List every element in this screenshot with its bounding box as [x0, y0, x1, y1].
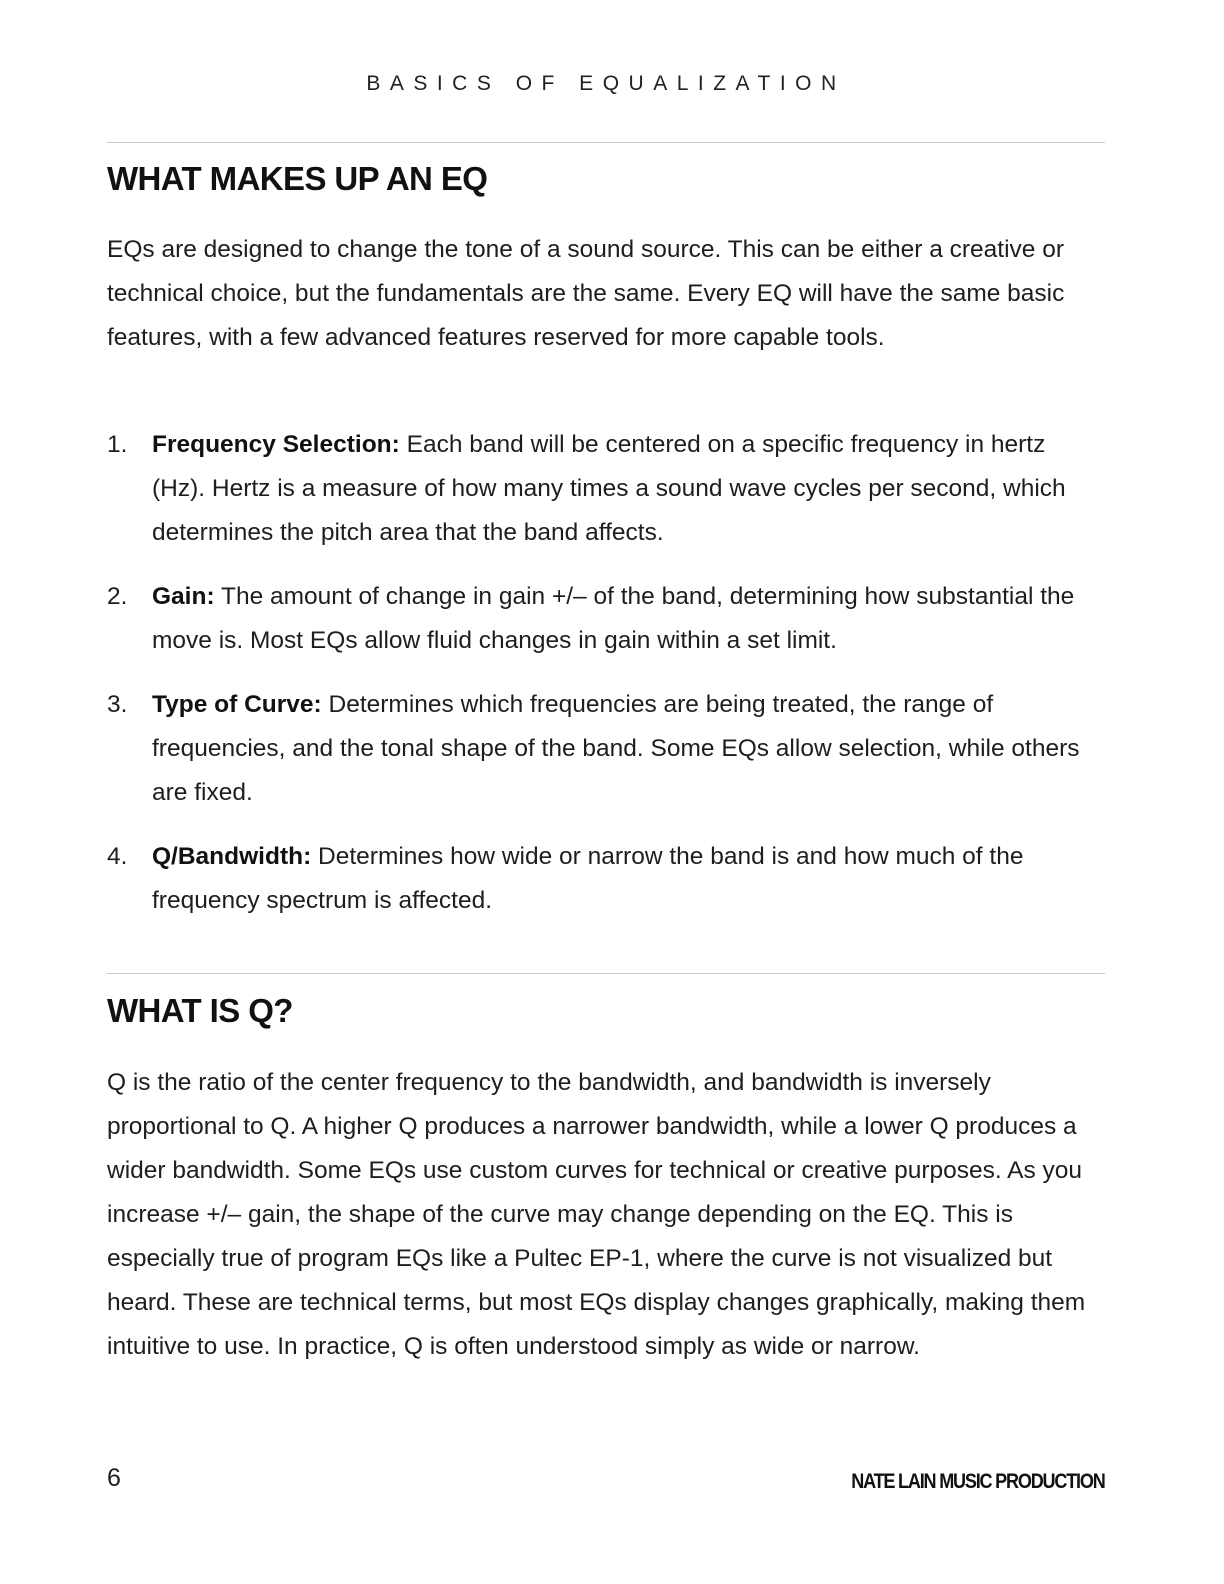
eq-features-list: [107, 423, 1105, 943]
list-item-number: 4.: [107, 843, 128, 870]
section-title-what-is-q: WHAT IS Q?: [107, 992, 293, 1029]
list-item-number: 3.: [107, 691, 128, 718]
section-divider: [107, 142, 1105, 143]
list-item: [107, 575, 1105, 663]
section-title-what-makes-up-an-eq: WHAT MAKES UP AN EQ: [107, 160, 488, 197]
list-item-text: The amount of change in gain +/– of the band, determining how substantial the move is. Most EQs allow fluid changes in gain within a set limit.: [152, 583, 1075, 654]
list-item: [107, 835, 1105, 923]
list-item-term: Q/Bandwidth:: [152, 843, 312, 870]
running-header: BASICS OF EQUALIZATION: [366, 72, 846, 95]
document-page: [107, 0, 1105, 1584]
list-item-number: 2.: [107, 583, 128, 610]
list-item: [107, 683, 1105, 815]
list-item-number: 1.: [107, 431, 128, 458]
list-item-text: Determines how wide or narrow the band is and how much of the frequency spectrum is affected.: [152, 843, 1024, 914]
list-item: [107, 423, 1105, 555]
intro-paragraph: EQs are designed to change the tone of a sound source. This can be either a creative or technical choice, but the fundamentals are the same. Every EQ will have the same basic features, with a few advanced features reserved for more capable tools.: [107, 236, 1065, 351]
list-item-text: Each band will be centered on a specific frequency in hertz (Hz). Hertz is a measure of how many times a sound wave cycles per second, which determines the pitch area that the band affects.: [152, 431, 1066, 546]
brand-footer: NATE LAIN MUSIC PRODUCTION: [851, 1470, 1105, 1493]
section-divider: [107, 973, 1105, 974]
page-number: 6: [107, 1464, 121, 1492]
list-item-term: Gain:: [152, 583, 215, 610]
list-item-term: Frequency Selection:: [152, 431, 400, 458]
list-item-term: Type of Curve:: [152, 691, 322, 718]
list-item-text: Determines which frequencies are being treated, the range of frequencies, and the tonal shape of the band. Some EQs allow selection, while others are fixed.: [152, 691, 1080, 806]
q-explanation-paragraph: Q is the ratio of the center frequency to the bandwidth, and bandwidth is inversely proportional to Q. A higher Q produces a narrower bandwidth, while a lower Q produces a wider bandwidth. Some EQs use custom curves for technical or creative purposes. As you increase +/– gain, the shape of the curve may change depending on the EQ. This is especially true of program EQs like a Pultec EP-1, where the curve is not visualized but heard. These are technical terms, but most EQs display changes graphically, making them intuitive to use. In practice, Q is often understood simply as wide or narrow.: [107, 1069, 1086, 1360]
